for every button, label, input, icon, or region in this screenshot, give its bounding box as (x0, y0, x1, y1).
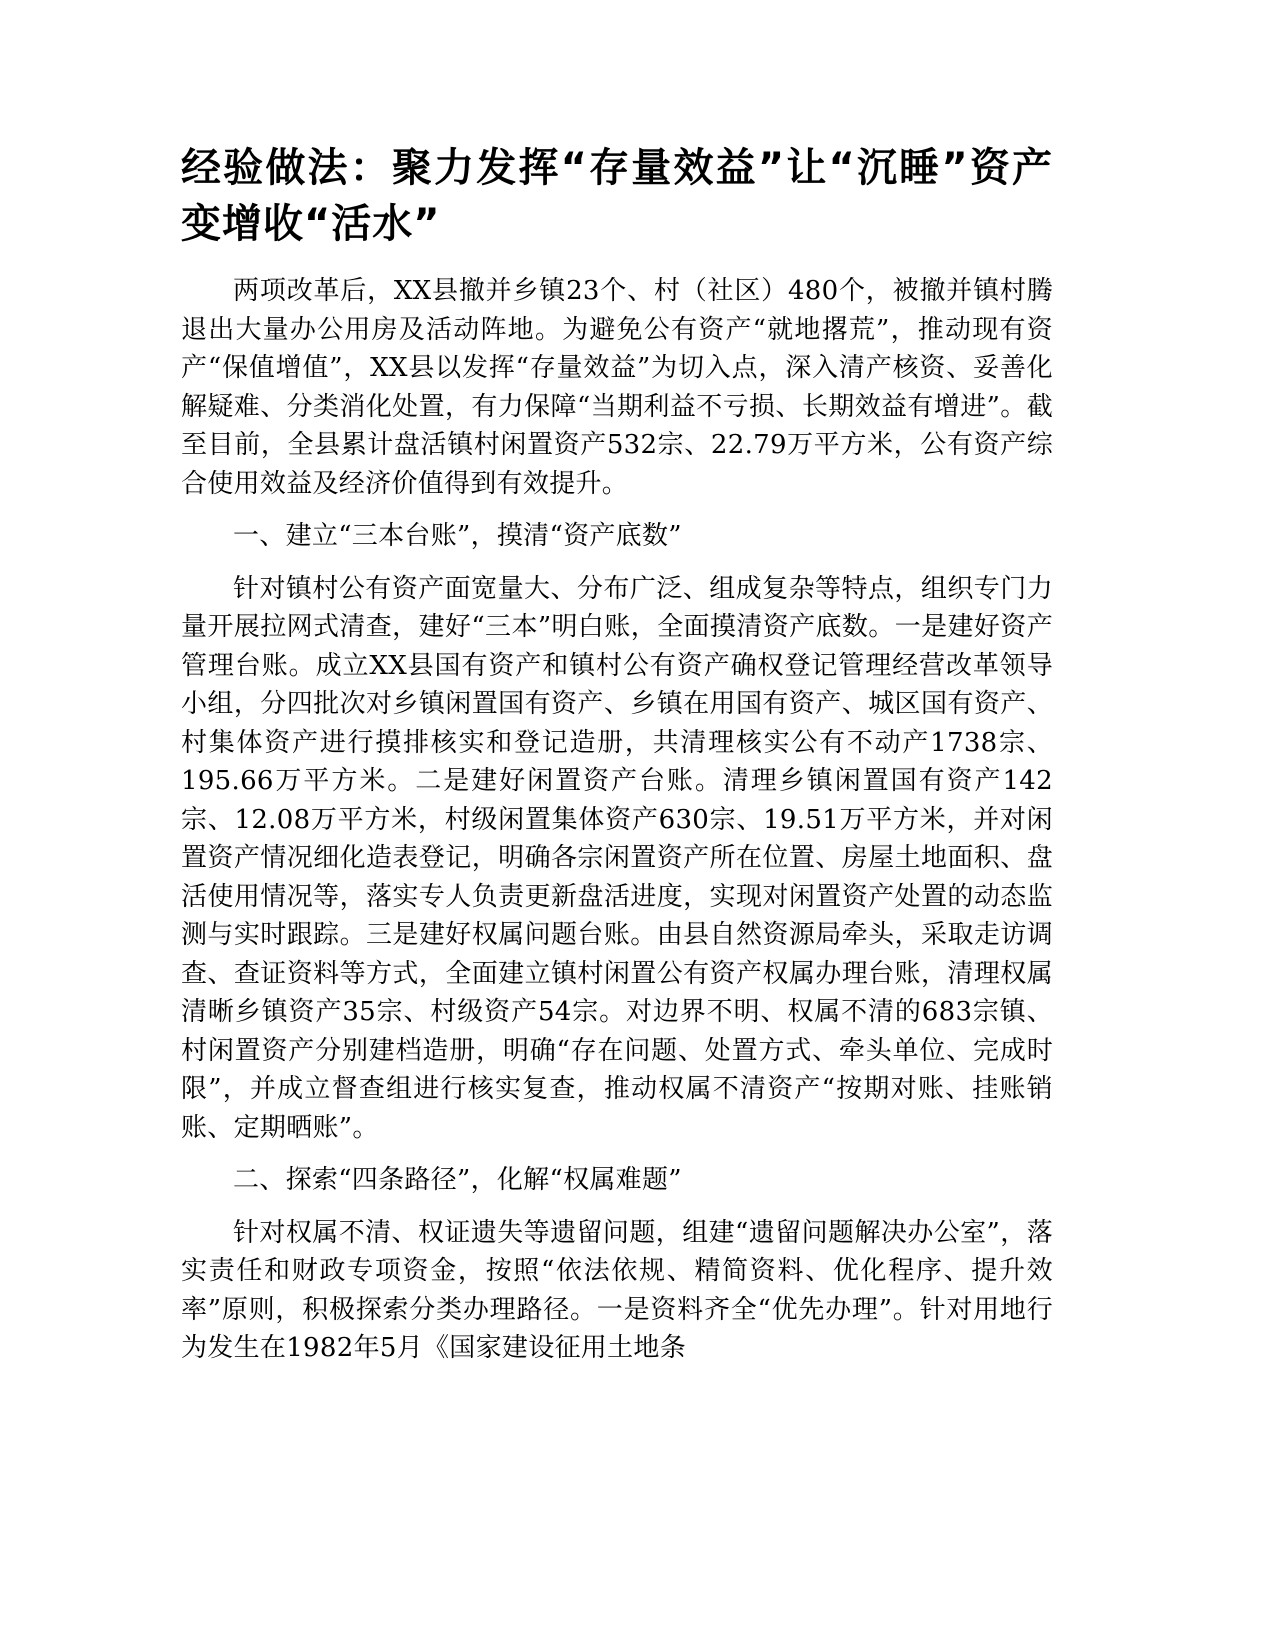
section-1-heading: 一、建立“三本台账”，摸清“资产底数” (233, 521, 682, 551)
intro-paragraph: 两项改革后，XX县撤并乡镇23个、村（社区）480个，被撤并镇村腾退出大量办公用房及活动阵地。为避免公有资产“就地撂荒”，推动现有资产“保值增值”，XX县以发挥“存量效益”为切入点，深入清产核资、妥善化解疑难、分类消化处置，有力保障“当期利益不亏损、长期效益有增进”。截至目前，全县累计盘活镇村闲置资产532宗、22.79万平方米，公有资产综合使用效益及经济价值得到有效提升。 (181, 276, 1053, 499)
section-2-heading: 二、探索“四条路径”，化解“权属难题” (233, 1165, 682, 1195)
document-title: 经验做法：聚力发挥“存量效益”让“沉睡”资产变增收“活水” (181, 145, 1053, 247)
section-1-paragraph: 针对镇村公有资产面宽量大、分布广泛、组成复杂等特点，组织专门力量开展拉网式清查，建好“三本”明白账，全面摸清资产底数。一是建好资产管理台账。成立XX县国有资产和镇村公有资产确权登记管理经营改革领导小组，分四批次对乡镇闲置国有资产、乡镇在用国有资产、城区国有资产、村集体资产进行摸排核实和登记造册，共清理核实公有不动产1738宗、195.66万平方米。二是建好闲置资产台账。清理乡镇闲置国有资产142宗、12.08万平方米，村级闲置集体资产630宗、19.51万平方米，并对闲置资产情况细化造表登记，明确各宗闲置资产所在位置、房屋土地面积、盘活使用情况等，落实专人负责更新盘活进度，实现对闲置资产处置的动态监测与实时跟踪。三是建好权属问题台账。由县自然资源局牵头，采取走访调查、查证资料等方式，全面建立镇村闲置公有资产权属办理台账，清理权属清晰乡镇资产35宗、村级资产54宗。对边界不明、权属不清的683宗镇、村闲置资产分别建档造册，明确“存在问题、处置方式、牵头单位、完成时限”，并成立督查组进行核实复查，推动权属不清资产“按期对账、挂账销账、定期晒账”。 (181, 573, 1053, 1143)
section-2-paragraph: 针对权属不清、权证遗失等遗留问题，组建“遗留问题解决办公室”，落实责任和财政专项资金，按照“依法依规、精简资料、优化程序、提升效率”原则，积极探索分类办理路径。一是资料齐全“优先办理”。针对用地行为发生在1982年5月《国家建设征用土地条 (181, 1217, 1053, 1363)
document-content (181, 140, 1053, 1368)
